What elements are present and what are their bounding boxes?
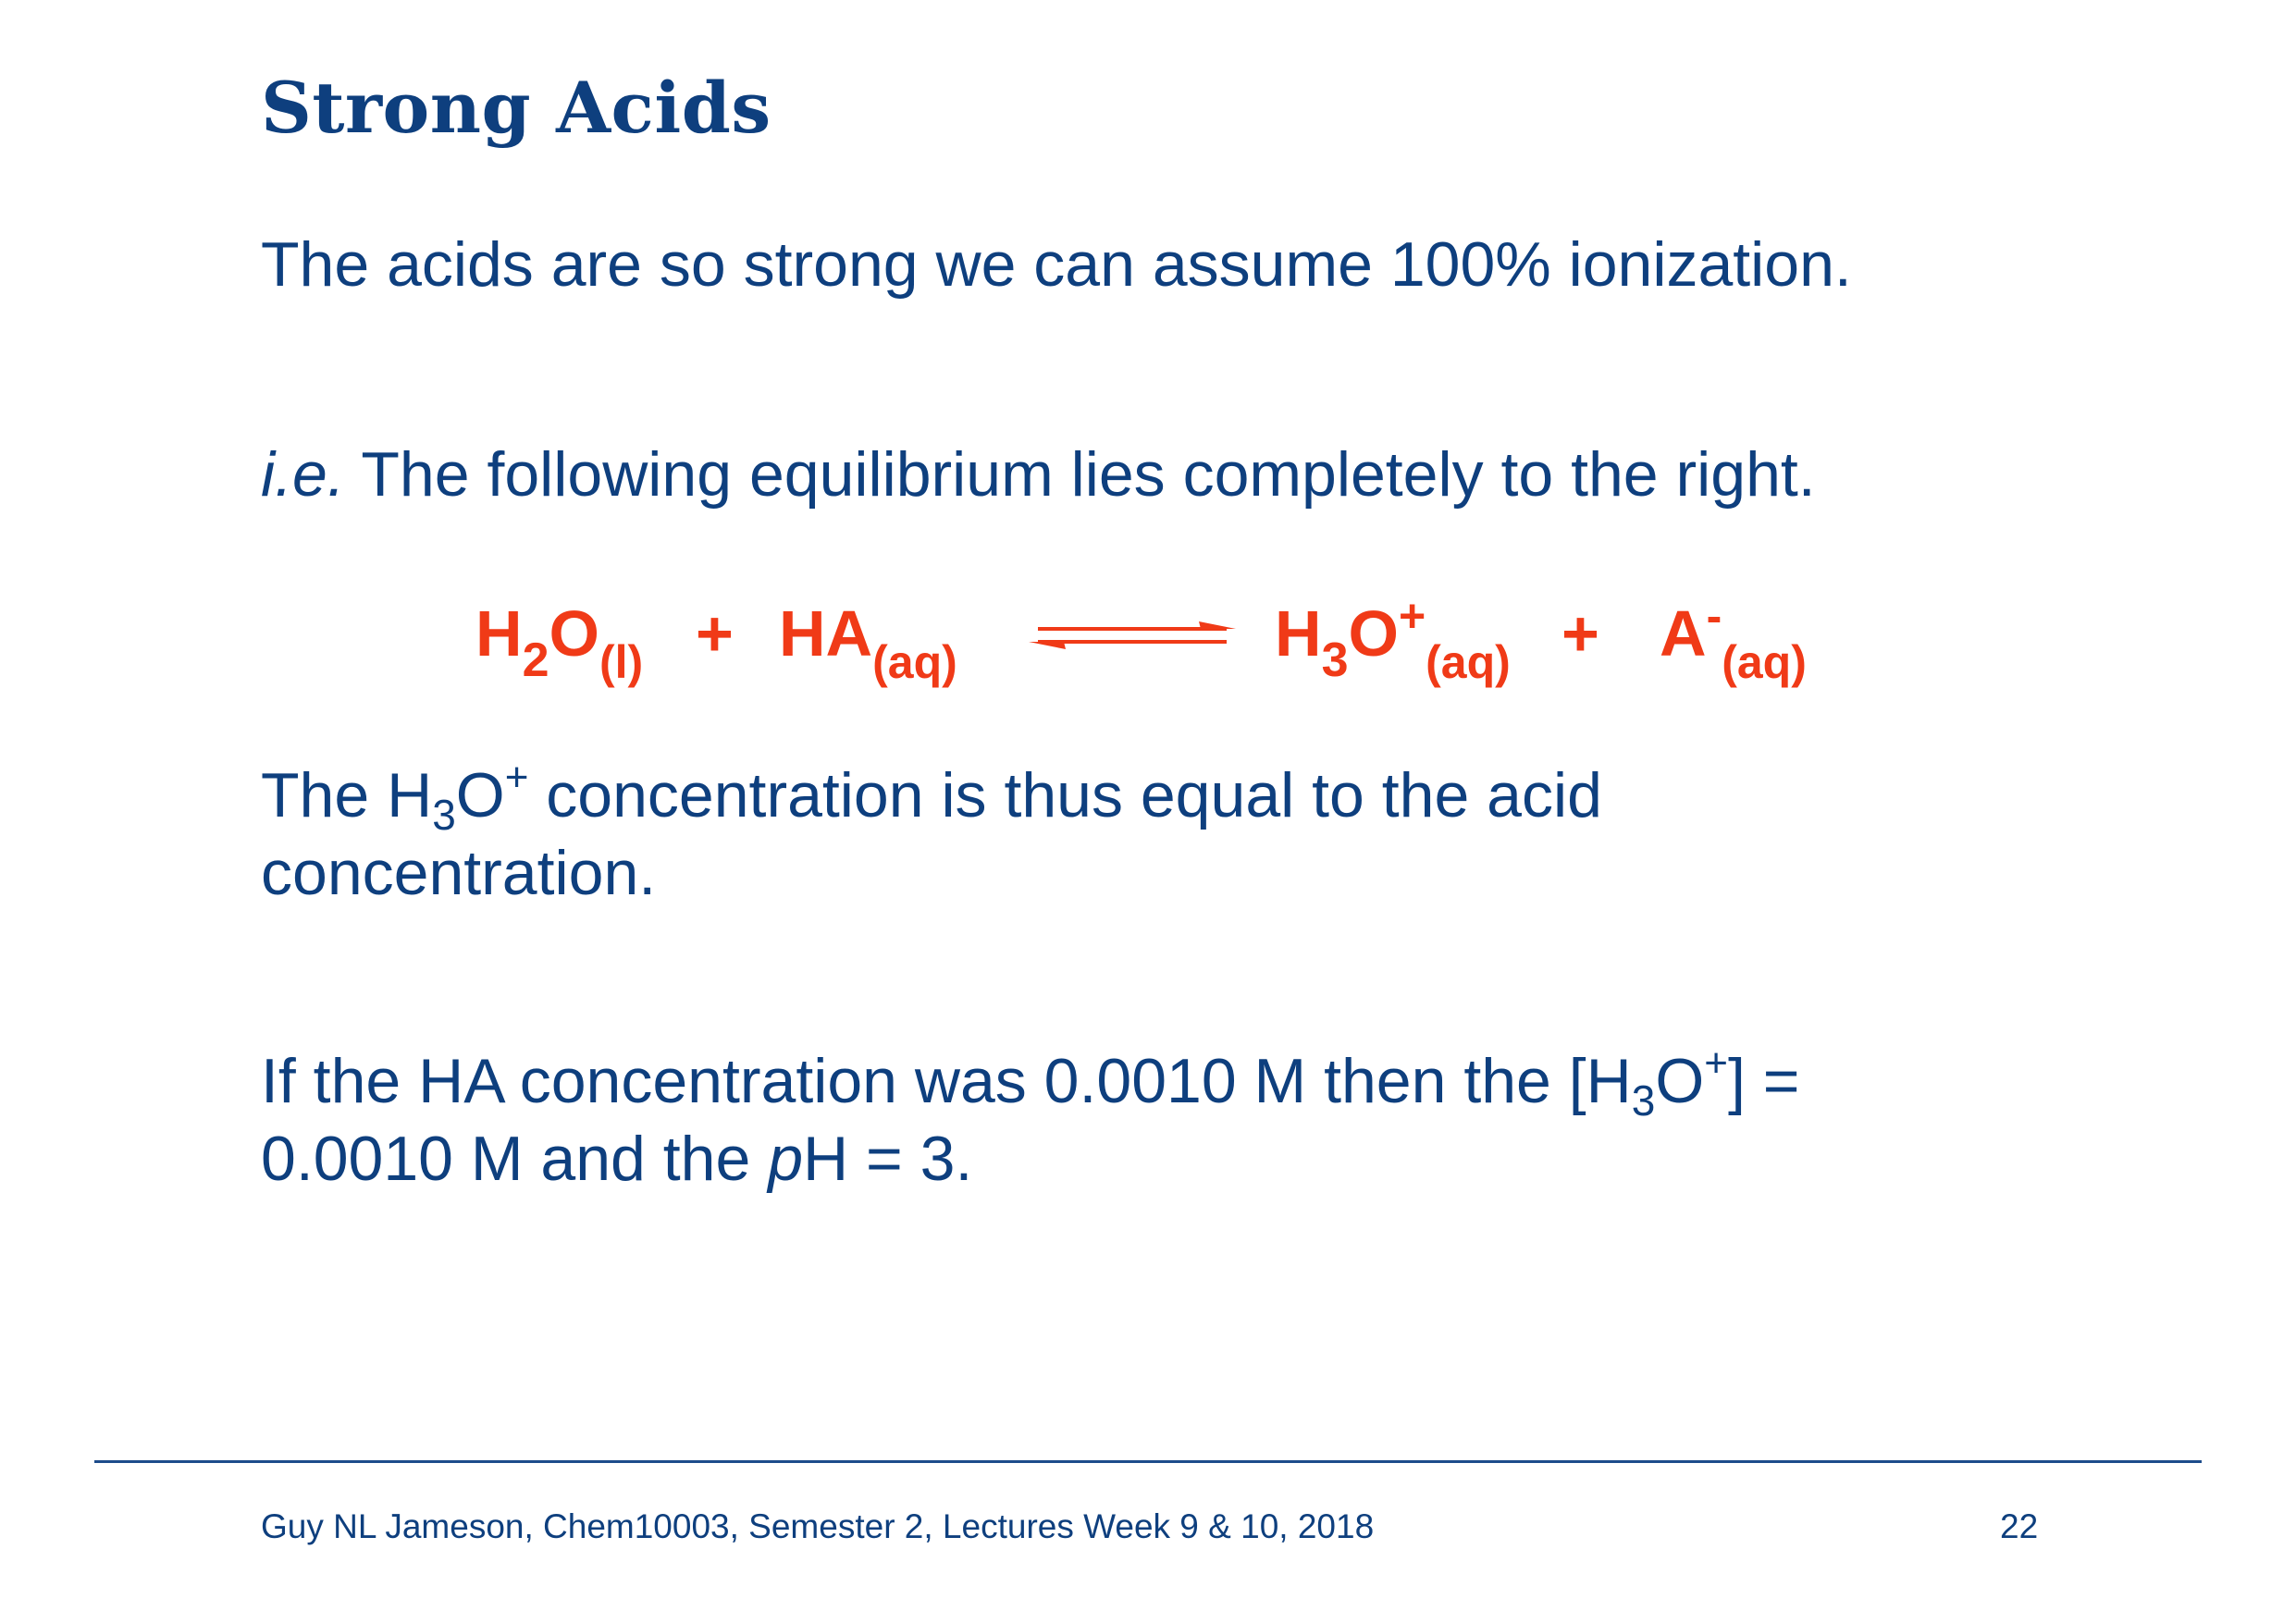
page-number: 22 (2000, 1507, 2039, 1545)
water-subscript: 2 (522, 633, 549, 687)
water-o: O (549, 597, 599, 670)
hydronium-species (1275, 590, 1511, 688)
anion-formula: A (1660, 597, 1707, 670)
statement-line-2 (261, 1120, 1799, 1198)
water-phase: (l) (599, 636, 644, 688)
italic-p: p (768, 1124, 804, 1194)
water-species (475, 592, 644, 688)
ie-abbreviation: i.e. (261, 439, 345, 510)
equilibrium-equation (0, 592, 2296, 712)
statement-text: The acids are so strong we can assume 100% ionization. (261, 229, 1852, 300)
hydronium-subscript: 3 (1321, 633, 1349, 687)
equilibrium-arrow-icon (1029, 620, 1236, 651)
anion-species (1660, 590, 1807, 688)
hydronium-charge: + (1398, 590, 1426, 642)
anion-charge: - (1706, 590, 1722, 642)
plus-sign: + (1562, 597, 1599, 670)
hydronium-o: O (1348, 597, 1399, 670)
text-segment: ] = (1727, 1046, 1800, 1116)
statement-example-ph (261, 1042, 1799, 1198)
statement-text: The following equilibrium lies completely to the right. (344, 439, 1816, 510)
statement-equilibrium (261, 436, 1816, 513)
footer-credit: Guy NL Jameson, Chem10003, Semester 2, Lectures Week 9 & 10, 2018 (261, 1507, 1375, 1545)
anion-phase: (aq) (1722, 636, 1807, 688)
footer-divider (94, 1460, 2202, 1463)
subscript: 3 (432, 791, 456, 839)
statement-line-2: concentration. (261, 838, 657, 908)
text-segment: H = 3. (803, 1124, 973, 1194)
statement-concentration-equal (261, 756, 1602, 912)
plus-sign: + (696, 597, 734, 670)
text-segment: concentration is thus equal to the acid (528, 760, 1602, 830)
text-segment: O (1655, 1046, 1705, 1116)
water-h: H (475, 597, 523, 670)
statement-line-1 (261, 755, 1602, 839)
acid-formula: HA (779, 597, 873, 670)
hydronium-phase: (aq) (1426, 636, 1511, 688)
superscript: + (504, 755, 529, 800)
hydronium-h: H (1275, 597, 1322, 670)
acid-phase: (aq) (872, 636, 957, 688)
text-segment: If the HA concentration was 0.0010 M then the [H (261, 1046, 1632, 1116)
text-segment: The H (261, 760, 433, 830)
text-segment: 0.0010 M and the (261, 1124, 769, 1194)
statement-line-1 (261, 1040, 1800, 1125)
superscript: + (1704, 1040, 1728, 1086)
text-segment: O (455, 760, 505, 830)
slide-title: Strong Acids (261, 67, 772, 149)
statement-full-ionization (261, 226, 1852, 303)
acid-species (779, 592, 957, 688)
subscript: 3 (1631, 1076, 1656, 1125)
